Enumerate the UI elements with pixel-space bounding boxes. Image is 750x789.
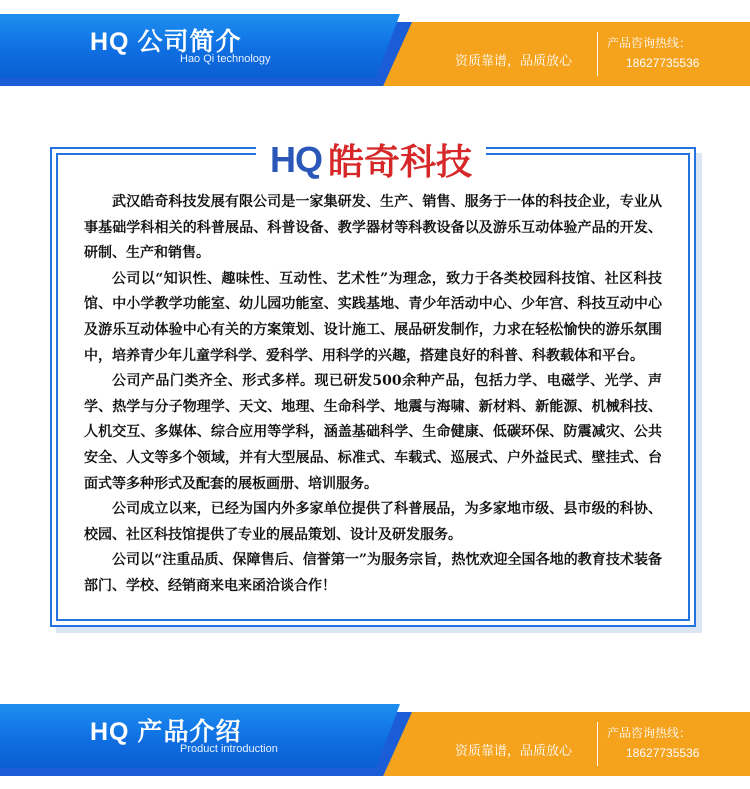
banner-subtitle: Product introduction <box>180 743 278 755</box>
hotline-phone[interactable]: 18627735536 <box>626 746 700 760</box>
paragraph-intro: 武汉皓奇科技发展有限公司是一家集研发、生产、销售、服务于一体的科技企业，专业从事基础学科相关的科普展品、科普设备、教学器材等科教设备以及游乐互动体验产品的开发、研制、生产和销售。 <box>84 194 662 262</box>
banner-hq-logo: HQ <box>90 28 130 56</box>
company-description <box>84 190 662 600</box>
hotline-phone[interactable]: 18627735536 <box>626 56 700 70</box>
paragraph-products: 公司产品门类齐全、形式多样。现已研发500余种产品，包括力学、电磁学、光学、声学、热学与分子物理学、天文、地理、生命科学、地震与海啸、新材料、新能源、机械科技、人机交互、多媒体、综合应用等学科，涵盖基础科学、生命健康、低碳环保、防震减灾、公共安全、人文等多个领域，并有大型展品、标准式、车载式、巡展式、户外益民式、壁挂式、台面式等多种形式及配套的展板画册、培训服务。 <box>84 373 662 492</box>
paragraph-history: 公司成立以来，已经为国内外多家单位提供了科普展品，为多家地市级、县市级的科协、校园、社区科技馆提供了专业的展品策划、设计及研发服务。 <box>84 501 662 543</box>
banner-title-text: 公司简介 <box>137 28 242 56</box>
banner-divider <box>597 722 598 766</box>
banner-divider <box>597 32 598 76</box>
hotline-label: 产品咨询热线： <box>607 36 692 50</box>
banner-subtitle: Hao Qi technology <box>180 53 271 65</box>
banner-title-text: 产品介绍 <box>137 718 242 746</box>
paragraph-mission: 公司以“注重品质、保障售后、信誉第一”为服务宗旨，热忱欢迎全国各地的教育技术装备部门、学校、经销商来电来函洽谈合作！ <box>84 552 662 594</box>
paragraph-philosophy: 公司以“知识性、趣味性、互动性、艺术性”为理念，致力于各类校园科技馆、社区科技馆、中小学教学功能室、幼儿园功能室、实践基地、青少年活动中心、少年宫、科技互动中心及游乐互动体验中心有关的方案策划、设计施工、展品研发制作，力求在轻松愉快的游乐氛围中，培养青少年儿童学科学、爱科学、用科学的兴趣，搭建良好的科普、科教载体和平台。 <box>84 270 662 364</box>
banner-slogan: 资质靠谱，品质放心 <box>455 54 573 69</box>
company-intro-banner <box>0 14 750 86</box>
banner-hq-logo: HQ <box>90 718 130 746</box>
company-logo <box>256 134 486 182</box>
product-intro-banner <box>0 704 750 776</box>
logo-company-name: 皓奇科技 <box>328 142 473 183</box>
hotline-label: 产品咨询热线： <box>607 726 692 740</box>
banner-slogan: 资质靠谱，品质放心 <box>455 744 573 759</box>
logo-hq: HQ <box>270 138 322 180</box>
